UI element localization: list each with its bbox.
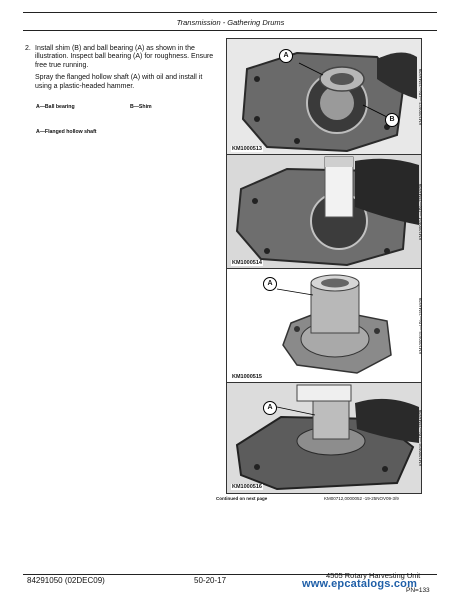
hammer-install-photo — [227, 383, 421, 493]
photo-km1000516 — [226, 382, 422, 494]
callout-a: A — [279, 49, 293, 63]
photo-km1000513 — [226, 38, 422, 156]
header-rule-top — [23, 12, 437, 13]
page-index: PN=133 — [406, 587, 430, 594]
reference-code: KM00712,0000052 -19-25NOV09-3/9 — [324, 496, 399, 501]
page-number: 50-20-17 — [194, 576, 227, 585]
step-paragraph-1: Install shim (B) and ball bearing (A) as shown in the illustration. Inspect ball bearing (A) for roughness. Ensure free true running. — [35, 45, 214, 69]
housing-photo-2 — [227, 155, 421, 269]
figure-side-code: KM1000516 —UN—15MAY09 — [418, 409, 423, 467]
legend-ball-bearing: A—Ball bearing — [36, 104, 75, 110]
continued-note: Continued on next page — [216, 496, 268, 501]
housing-photo-1 — [227, 39, 421, 155]
figure-side-code: KM1000513 —UN—15MAY09 — [418, 68, 423, 126]
legend-flanged-hollow-shaft: A—Flanged hollow shaft — [36, 129, 97, 135]
photo-km1000515 — [226, 268, 422, 384]
figure-id: KM1000514 — [232, 260, 262, 266]
figure-side-code: KM1000514 —UN—15MAY09 — [418, 183, 423, 241]
step-paragraph-2: Spray the flanged hollow shaft (A) with oil and install it using a plastic-headed hammer. — [35, 74, 203, 90]
figure-id: KM1000515 — [232, 374, 262, 380]
publication-number: 84291050 (02DEC09) — [27, 576, 105, 585]
section-title: Transmission - Gathering Drums — [176, 18, 285, 27]
legend-shim: B—Shim — [130, 104, 152, 110]
callout-b: B — [385, 113, 399, 127]
header-rule-bottom — [23, 30, 437, 31]
photo-km1000514 — [226, 154, 422, 270]
callout-a: A — [263, 401, 277, 415]
instruction-step — [25, 45, 220, 95]
step-number: 2. — [25, 45, 31, 52]
product-name: 4505 Rotary Harvesting Unit — [326, 571, 421, 580]
figure-id: KM1000516 — [232, 484, 262, 490]
shaft-photo — [227, 269, 421, 383]
figure-side-code: KM1000515 —UN—15MAY09 — [418, 297, 423, 355]
watermark: www.epcatalogs.com — [302, 578, 418, 590]
figure-id: KM1000513 — [232, 146, 262, 152]
callout-a: A — [263, 277, 277, 291]
